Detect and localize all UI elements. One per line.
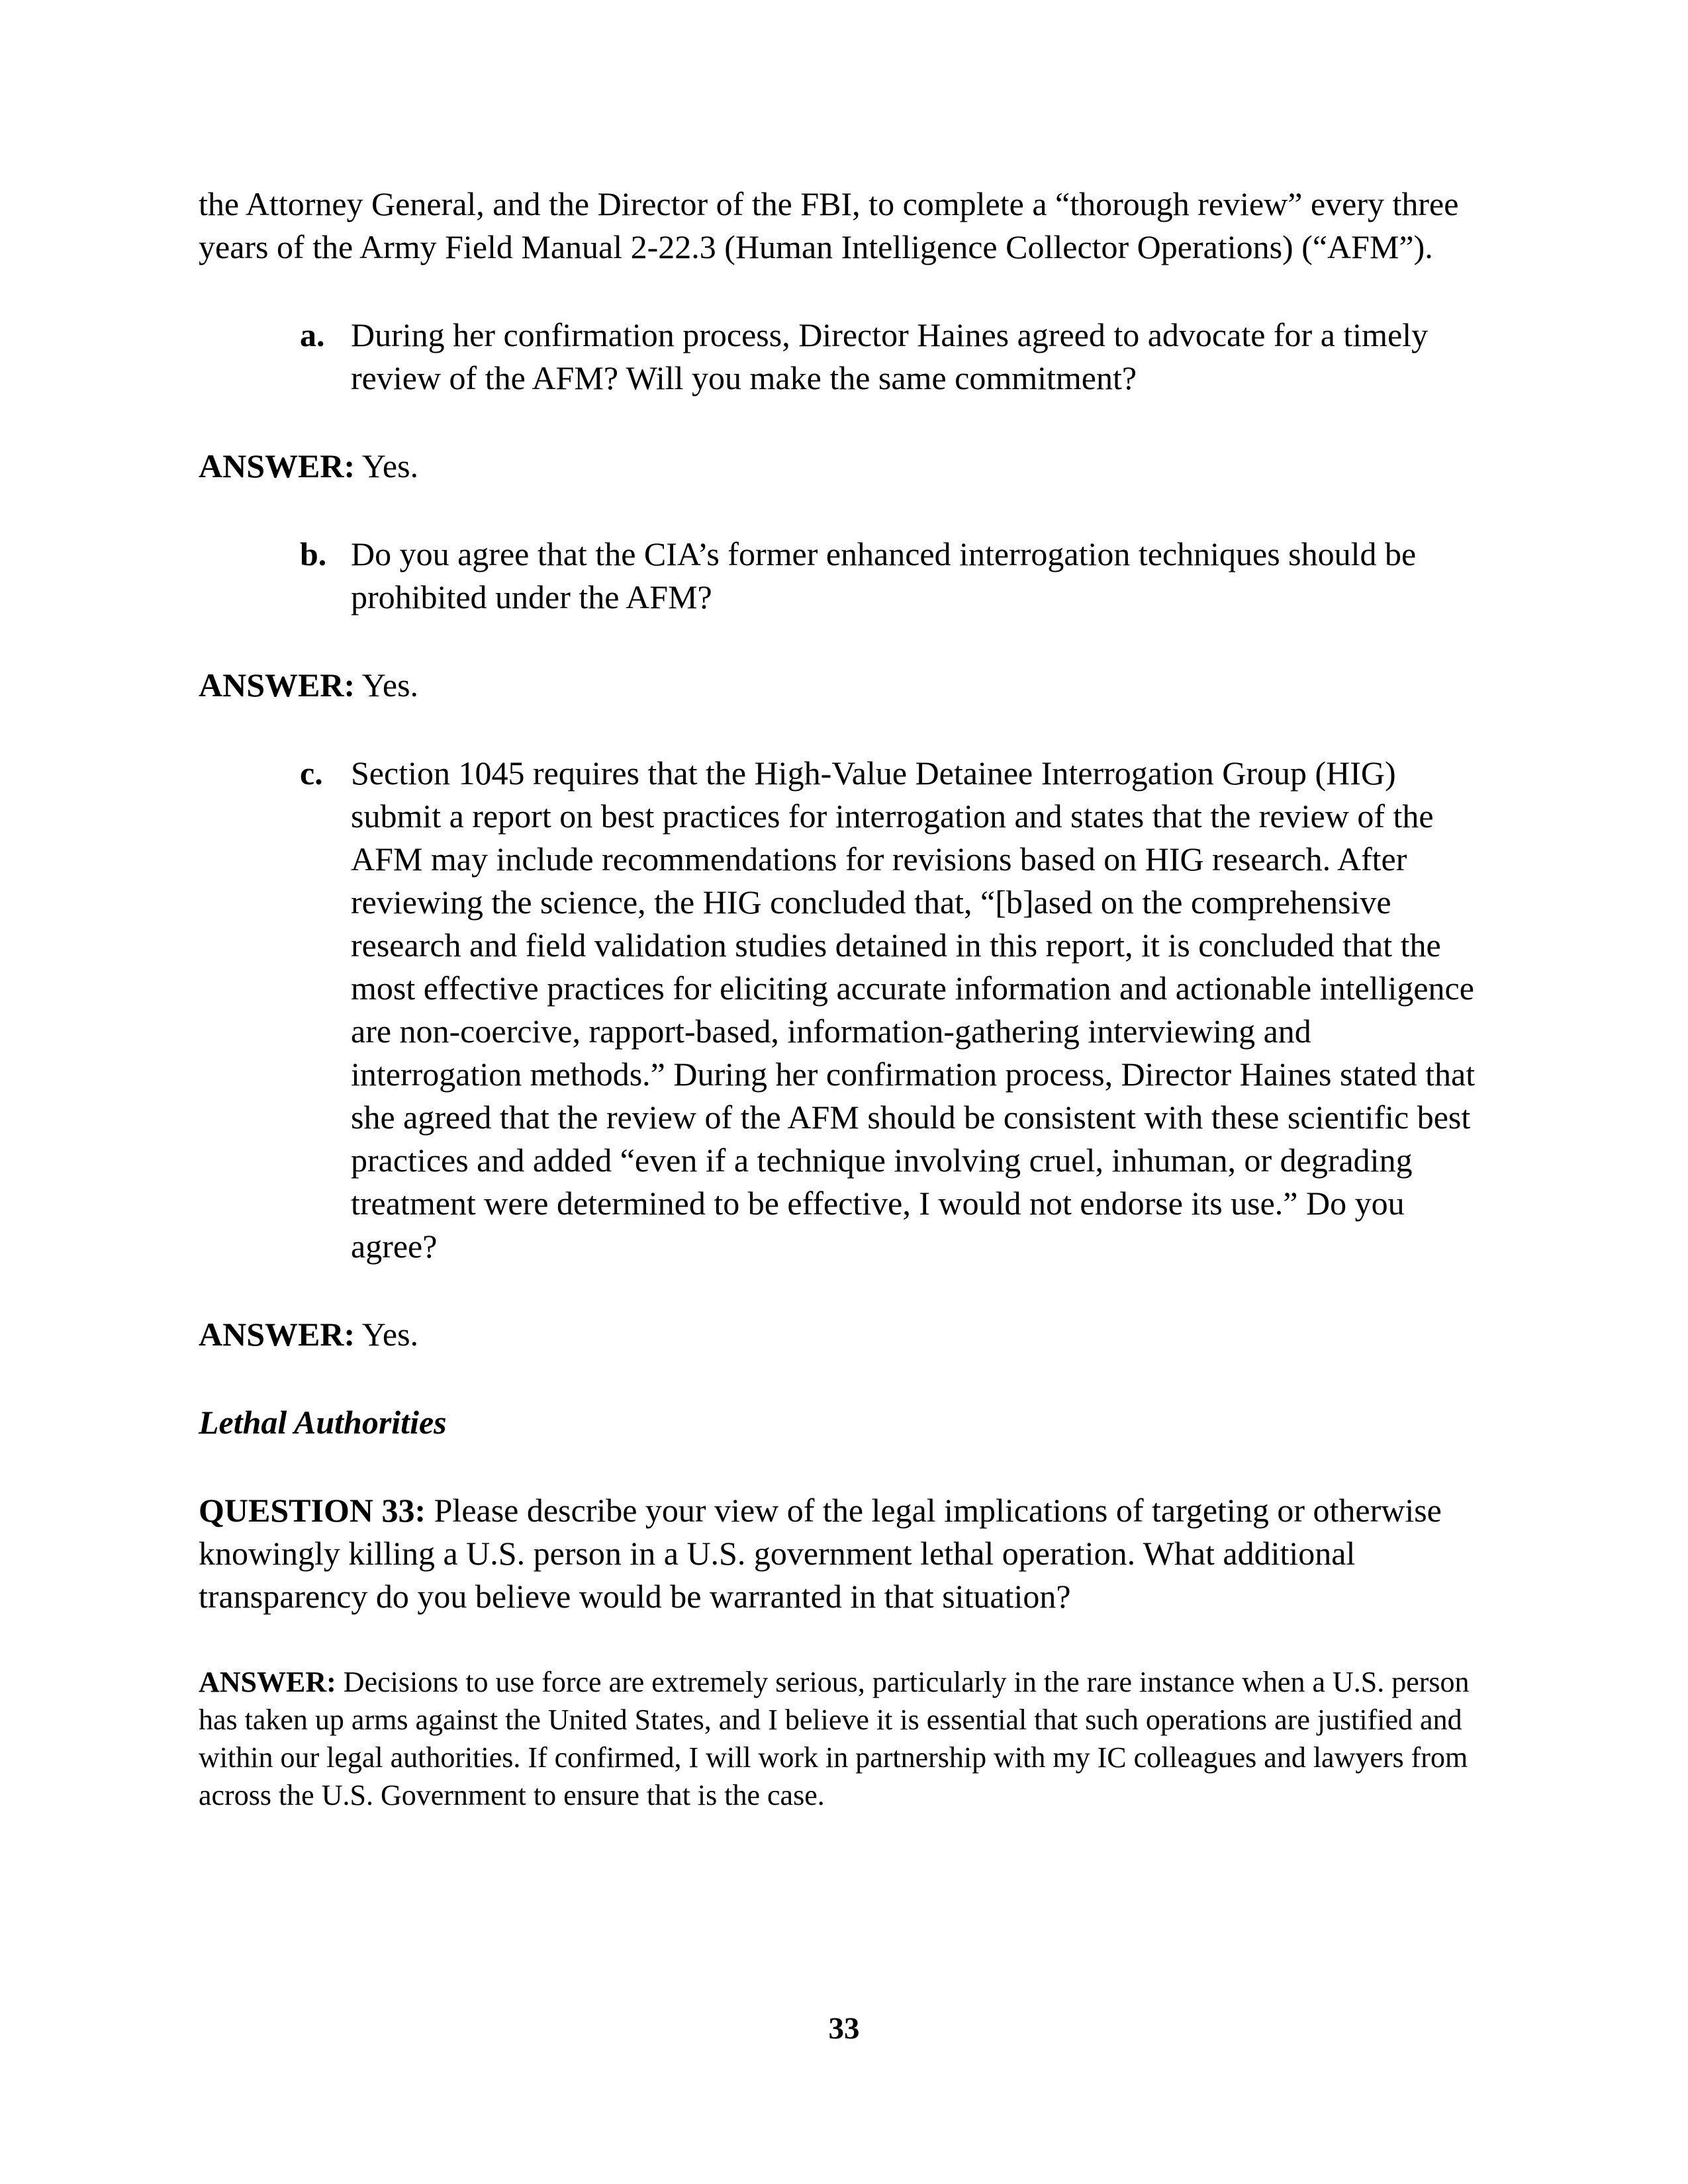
list-item-a-text: During her confirmation process, Director Haines agreed to advocate for a timely review of the AFM? Will you make the same commitment?: [351, 316, 1429, 396]
answer-c: [199, 1313, 1489, 1356]
list-marker-a: a.: [300, 316, 325, 353]
list-marker-c: c.: [300, 754, 323, 792]
answer-33: [199, 1663, 1489, 1814]
answer-a-label: ANSWER:: [199, 447, 355, 484]
list-item-c: [199, 752, 1489, 1268]
question-33: [199, 1489, 1489, 1618]
answer-b: [199, 664, 1489, 707]
list-marker-b: b.: [300, 535, 327, 572]
list-item-b: [199, 533, 1489, 619]
list-item-c-text: Section 1045 requires that the High-Value Detainee Interrogation Group (HIG) submit a report on best practices for interrogation and states that the review of the AFM may include recommendations for revisions based on HIG research. After reviewing the science, the HIG concluded that, “[b]ased on the comprehensive research and field validation studies detained in this report, it is concluded that the most effective practices for eliciting accurate information and actionable intelligence are non-coercive, rapport-based, information-gathering interviewing and interrogation methods.” During her confirmation process, Director Haines stated that she agreed that the review of the AFM should be consistent with these scientific best practices and added “even if a technique involving cruel, inhuman, or degrading treatment were determined to be effective, I would not endorse its use.” Do you agree?: [351, 754, 1476, 1265]
answer-c-label: ANSWER:: [199, 1316, 355, 1353]
answer-b-label: ANSWER:: [199, 666, 355, 704]
intro-paragraph: the Attorney General, and the Director of the FBI, to complete a “thorough review” every three years of the Army Field Manual 2-22.3 (Human Intelligence Collector Operations) (“AFM”).: [199, 185, 1459, 265]
answer-33-text: Decisions to use force are extremely serious, particularly in the rare instance when a U.S. person has taken up arms against the United States, and I believe it is essential that such operations are justified and within our legal authorities. If confirmed, I will work in partnership with my IC colleagues and lawyers from across the U.S. Government to ensure that is the case.: [199, 1666, 1470, 1811]
list-item-b-text: Do you agree that the CIA’s former enhanced interrogation techniques should be prohibited under the AFM?: [351, 535, 1417, 615]
question-33-text: Please describe your view of the legal implications of targeting or otherwise knowingly killing a U.S. person in a U.S. government lethal operation. What additional transparency do you believe would be warranted in that situation?: [199, 1492, 1442, 1615]
page-number: 33: [828, 2011, 860, 2046]
answer-a: [199, 445, 1489, 488]
list-item-a: [199, 314, 1489, 400]
answer-b-text: Yes.: [361, 666, 419, 704]
section-heading-lethal-authorities: Lethal Authorities: [199, 1404, 447, 1441]
question-33-label: QUESTION 33:: [199, 1492, 426, 1529]
answer-33-label: ANSWER:: [199, 1666, 336, 1698]
answer-c-text: Yes.: [361, 1316, 419, 1353]
answer-a-text: Yes.: [361, 447, 419, 484]
